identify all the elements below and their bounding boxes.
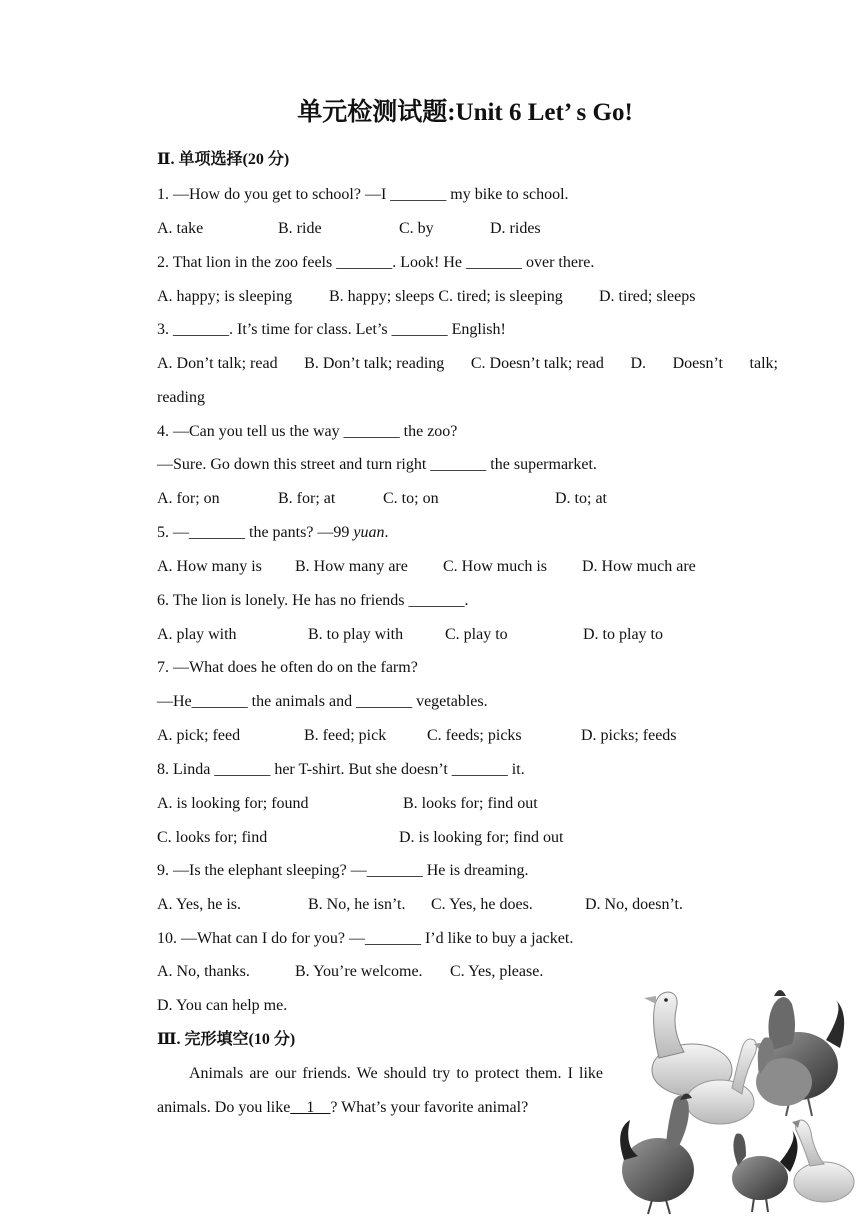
question-3-stem: 3. _______. It’s time for class. Let’s _______ English! [157, 321, 506, 338]
q3-option-d-label: D. [630, 355, 646, 372]
q1-option-d: D. rides [490, 220, 541, 237]
cloze-text-2: ? What’s your favorite animal? [330, 1099, 529, 1116]
q2-option-d: D. tired; sleeps [599, 288, 696, 305]
question-4-stem-reply: —Sure. Go down this street and turn right _______ the supermarket. [157, 456, 597, 473]
question-4-stem: 4. —Can you tell us the way _______ the zoo? [157, 423, 458, 440]
q9-option-d: D. No, doesn’t. [585, 896, 683, 913]
q2-option-a: A. happy; is sleeping [157, 288, 293, 305]
q10-option-a: A. No, thanks. [157, 963, 250, 980]
q7-option-d: D. picks; feeds [581, 727, 677, 744]
q10-option-d: D. You can help me. [157, 997, 288, 1014]
q5-option-d: D. How much are [582, 558, 696, 575]
q6-option-d: D. to play to [583, 626, 663, 643]
section-heading-cloze: Ⅲ. 完形填空(10 分) [157, 1031, 296, 1048]
question-5-stem [157, 523, 389, 543]
q1-option-a: A. take [157, 220, 204, 237]
question-6-stem: 6. The lion is lonely. He has no friends _______. [157, 592, 469, 609]
cloze-blank-1: __1__ [290, 1099, 331, 1116]
q3-option-d-word2: talk; [749, 355, 778, 372]
q10-option-c: C. Yes, please. [450, 963, 544, 980]
section-heading-single-choice: Ⅱ. 单项选择(20 分) [157, 151, 290, 168]
q4-option-c: C. to; on [383, 490, 439, 507]
q4-option-d: D. to; at [555, 490, 607, 507]
q4-option-b: B. for; at [278, 490, 336, 507]
q3-option-d-word1: Doesn’t [672, 355, 723, 372]
q3-options-row [157, 354, 778, 374]
q5-stem-text: 5. —_______ the pants? —99 [157, 524, 354, 541]
q7-option-b: B. feed; pick [304, 727, 387, 744]
q1-option-c: C. by [399, 220, 434, 237]
q3-option-d-continued: reading [157, 389, 205, 406]
q6-option-a: A. play with [157, 626, 237, 643]
q8-option-c: C. looks for; find [157, 829, 268, 846]
q7-option-c: C. feeds; picks [427, 727, 522, 744]
cloze-passage [157, 1057, 603, 1125]
cloze-text-1: Animals are our friends. We should try to protect them. I like animals. Do you like [157, 1065, 603, 1116]
page-title: 单元检测试题:Unit 6 Let’ s Go! [297, 99, 633, 126]
q9-option-c: C. Yes, he does. [431, 896, 533, 913]
question-10-stem: 10. —What can I do for you? —_______ I’d like to buy a jacket. [157, 930, 574, 947]
q9-option-a: A. Yes, he is. [157, 896, 242, 913]
q10-option-b: B. You’re welcome. [295, 963, 423, 980]
q6-option-c: C. play to [445, 626, 508, 643]
q3-option-b: B. Don’t talk; reading [304, 355, 445, 372]
question-7-stem-reply: —He_______ the animals and _______ vegetables. [157, 693, 488, 710]
q5-option-a: A. How many is [157, 558, 262, 575]
question-1-stem: 1. —How do you get to school? —I _______ my bike to school. [157, 186, 569, 203]
poultry-illustration [614, 970, 860, 1216]
q7-option-a: A. pick; feed [157, 727, 241, 744]
q3-option-a: A. Don’t talk; read [157, 355, 278, 372]
question-9-stem: 9. —Is the elephant sleeping? —_______ He is dreaming. [157, 862, 529, 879]
q8-option-d: D. is looking for; find out [399, 829, 564, 846]
q4-option-a: A. for; on [157, 490, 220, 507]
q3-option-c: C. Doesn’t talk; read [470, 355, 604, 372]
q5-stem-end: . [384, 524, 389, 541]
q5-stem-currency: yuan [353, 524, 385, 541]
q6-option-b: B. to play with [308, 626, 404, 643]
q9-option-b: B. No, he isn’t. [308, 896, 406, 913]
q5-option-c: C. How much is [443, 558, 547, 575]
q8-option-a: A. is looking for; found [157, 795, 309, 812]
question-7-stem: 7. —What does he often do on the farm? [157, 659, 418, 676]
question-2-stem: 2. That lion in the zoo feels _______. Look! He _______ over there. [157, 254, 595, 271]
q1-option-b: B. ride [278, 220, 322, 237]
q2-option-b-c: B. happy; sleeps C. tired; is sleeping [329, 288, 563, 305]
question-8-stem: 8. Linda _______ her T-shirt. But she doesn’t _______ it. [157, 761, 525, 778]
q8-option-b: B. looks for; find out [403, 795, 538, 812]
q5-option-b: B. How many are [295, 558, 408, 575]
